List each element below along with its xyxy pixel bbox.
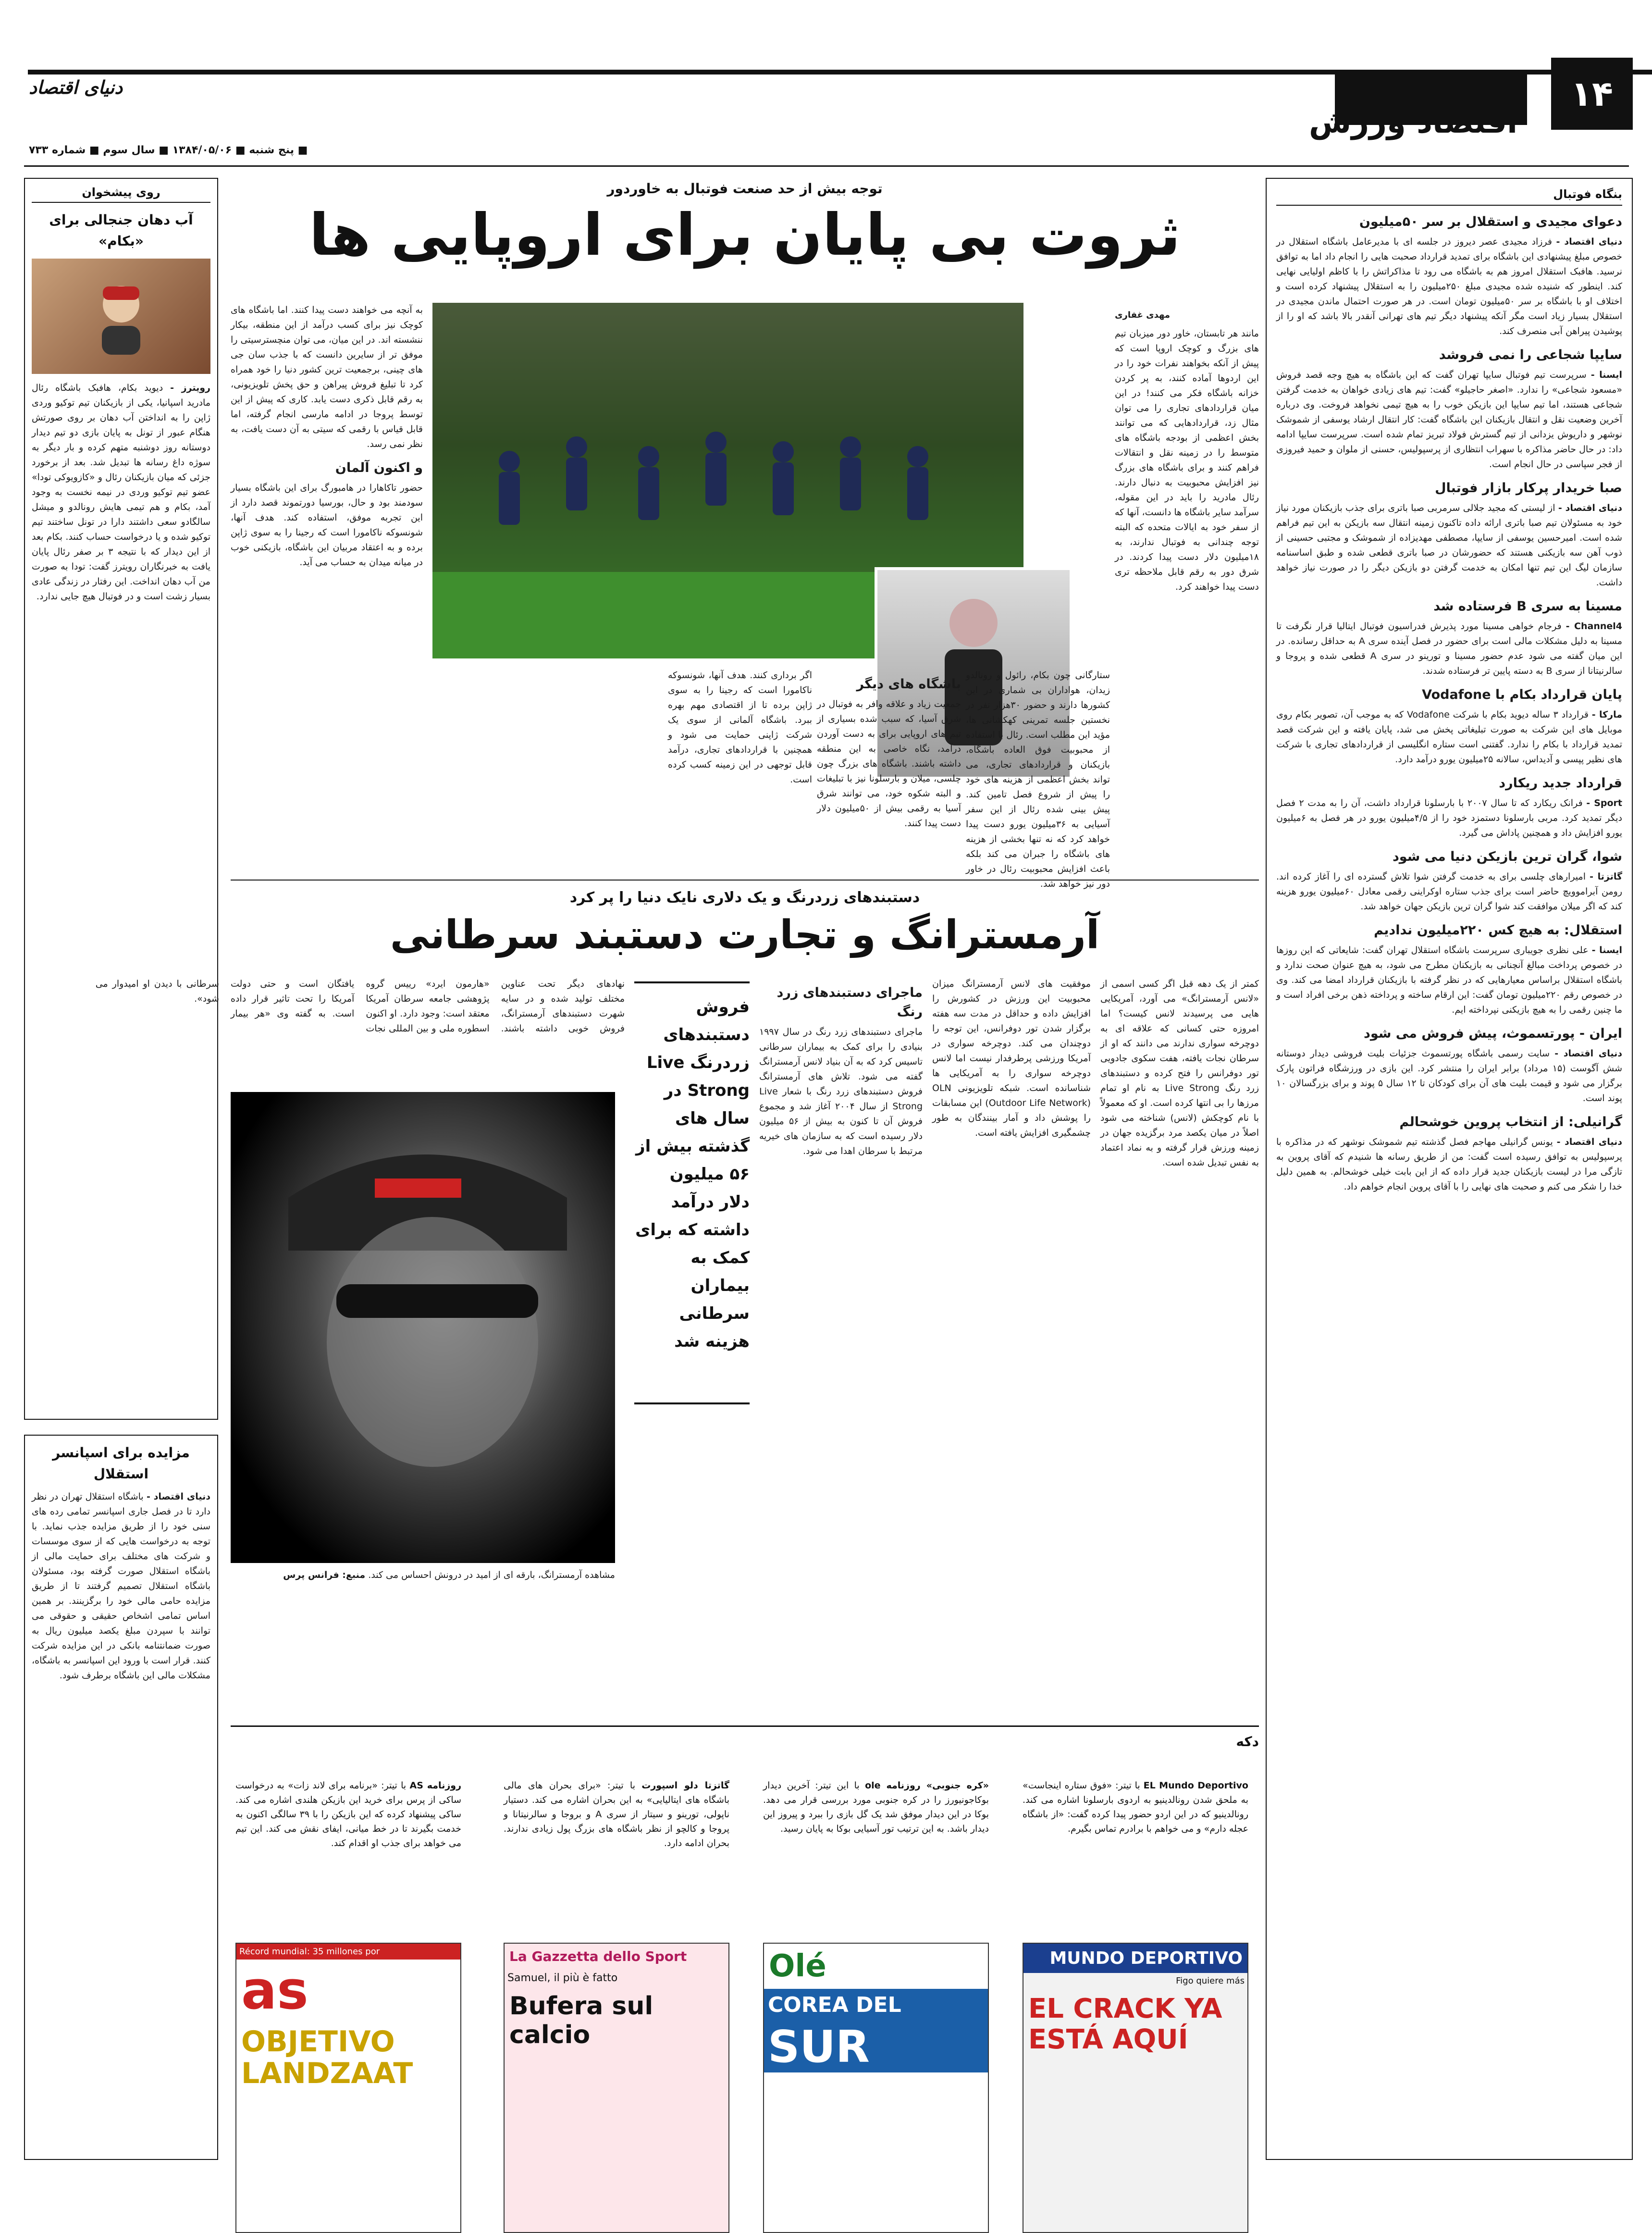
kiosk-caption: با تیتر: «برای بحران های مالی باشگاه های ایتالیایی» به این بحران اشاره می کند. دستیار ناپولی، تورینو و سیتار از سری A و بروجا و سالرنیتانا و پروجا و کالچو از نظر باشگاه های بزرگ پول زیادی ندارند. بحران ادامه دارد. <box>504 1780 730 1848</box>
second-col-2: موفقیت های لانس آرمسترانگ میزان محبوبیت این ورزش در کشورش را افزایش داده و حداقل در مدت سه هفته برگزار شدن تور دوفرانس، این توجه را دوچندان می کند. دوچرخه سواری در آمریکا ورزشی پرطرفدار نیست اما لانس دوچرخه سواری را به آمریکایی ها شناسانده است. شبکه تلویزیونی OLN (Outdoor Life Network) این مسابقات را پوشش داد و آمار بینندگان به طور چشمگیری افزایش یافته است. <box>932 979 1091 1138</box>
photo-caption <box>231 1568 615 1606</box>
kiosk-source: روزنامه AS <box>409 1780 462 1791</box>
byline: مهدی غفاری <box>1115 310 1171 320</box>
second-col-4: نهادهای دیگر تحت عناوین مختلف تولید شده و در سایه شهرت دستبندهای آرمسترانگ، فروش خوبی داشته باشند. «هارمون ایرد» رییس گروه پژوهشی جامعه سرطان آمریکا معتقد است: وجود دارد. او اکنون اسطوره ملی و بین المللی نجات یافتگان است و حتی دولت آمریکا را تحت تاثیر قرار داده است. به گفته وی «هر بیمار سرطانی با دیدن او امیدوار می شود». <box>95 979 625 1034</box>
paper-headline: OBJETIVO LANDZAAT <box>241 2025 413 2090</box>
kiosk-item-as <box>235 1778 461 2233</box>
kiosk-section <box>231 1725 1259 1749</box>
story-text: علی نظری جویباری سرپرست باشگاه استقلال تهران گفت: شایعاتی که این روزها در خصوص پرداخت مبالغ آنچنانی به بازیکنان مطرح می شود، به هیچ عنوان صحت ندارد و باشگاه استقلال براساس معیارهایی که در نظر گرفته با بازیکنان قرارداد امضا می کند. وی در خصوص رقم ۲۲۰میلیون تومان گفت: این ارقام ساخته و پرداخته ذهن برخی افراد است و ما چنین رقمی را به هیچ بازیکنی نپرداخته ایم. <box>1276 945 1622 1015</box>
paper-headline: Bufera sul calcio <box>509 1992 653 2049</box>
story-body <box>1276 235 1622 339</box>
paper-banner: COREA DEL <box>764 1989 988 2021</box>
kiosk-caption: با تیتر: «برنامه برای لاند زات» به درخواست ساکی از پرس برای خرید این بازیکن هلندی اشاره می کند. ساکی پیشنهاد کرده که این بازیکن را با ۳۹ سالگی اکنون به خدمت بگیرند تا در خط میانی، ایفای نقش می کند. این تیم می خواهد برای جذب او اقدام کند. <box>235 1780 461 1848</box>
top-rule <box>24 165 1629 167</box>
story-title: سایپا شجاعی را نمی فروشد <box>1439 347 1622 362</box>
caption-text: مشاهده آرمسترانگ، بارقه ای از امید در درونش احساس می کند. <box>368 1570 615 1580</box>
story-lead: گاتزتا - <box>1590 871 1623 882</box>
story-text: فرزاد مجیدی عصر دیروز در جلسه ای با مدیرعامل باشگاه استقلال در خصوص مبلغ پیشنهادی این باشگاه برای تمدید قرارداد صحبت هایی را انجام داد اما به توافق نرسید. هافبک استقلال امروز هم به باشگاه می رود تا مذاکراتش را با کاظم اولیایی نهایی کند. اینطور که شنیده شده مجیدی مبلغ ۲۵۰میلیون را به استقلال پیشنهاد کرده است و اختلاف او با باشگاه بر سر ۵۰میلیون تومان است. در هر صورت احتمال ماندن مجیدی در استقلال بسیار زیاد است مگر آنکه پیشنهاد دیگر تیم های تهرانی آنقدر بالا باشد که او را از پوشیدن پیراهن آبی منصرف کند. <box>1276 236 1622 336</box>
story-lead: مارکا - <box>1591 709 1622 720</box>
left-column-label: روی پیشخوان <box>32 186 210 203</box>
story-body <box>1276 1135 1622 1194</box>
story-body <box>1276 619 1622 679</box>
kiosk-caption: با تیتر: «فوق ستاره اینجاست» به ملحق شدن رونالدینیو به اردوی بارسلونا اشاره می کند. رونالدینیو که در این اردو حضور پیدا کرده گفت: «از باشگاه عجله دارم» و می خواهم با برادرم تماس بگیرم. <box>1023 1780 1248 1834</box>
subhead-other-clubs: باشگاه های دیگر <box>856 677 961 692</box>
page-header <box>0 0 1652 156</box>
story-title: ایران - پورتسموث، پیش فروش می شود <box>1364 1026 1622 1041</box>
story-body <box>1276 368 1622 472</box>
section-title: اقتصاد ورزش <box>1309 105 1517 140</box>
story-body <box>1276 943 1622 1017</box>
column-label: بنگاه فوتبال <box>1276 187 1622 206</box>
left-feature-box <box>24 178 218 1420</box>
second-col-3-text: ماجرای دستبندهای زرد رنگ در سال ۱۹۹۷ بنیادی را برای کمک به بیماران سرطانی تاسیس کرد که به آن بنیاد لانس آرمسترانگ گفته می شود. تلاش های آرمسترانگ فروش دستبندهای زرد رنگ با شعار Live Strong از سال ۲۰۰۴ آغاز شد و مجموع فروش آن تا کنون به بیش از ۵۶ میلیون دلار رسیده است که به سازمان های خیریه مرتبط با سرطان اهدا می شود. <box>759 1027 923 1156</box>
auction-body: باشگاه استقلال تهران در نظر دارد تا در فصل جاری اسپانسر تمامی رده های سنی خود را از طریق مزایده جذب نماید. با توجه به درخواست هایی که از سوی موسسات و شرکت های مختلف برای حمایت مالی از باشگاه استقلال صورت گرفته بود، مسئولان باشگاه استقلال تصمیم گرفتند تا از طریق مزایده حامی مالی خود را برگزینند. بر همین اساس تمامی اشخاص حقیقی و حقوقی می توانند با سپردن مبلغ یکصد میلیون ریال به صورت ضمانتنامه بانکی در این مزایده شرکت کنند. قرار است با ورود این اسپانسر به باشگاه، مشکلات مالی این باشگاه برطرف شود. <box>32 1491 210 1681</box>
main-col-5-text: به آنچه می خواهند دست پیدا کنند. اما باشگاه های کوچک نیز برای کسب درآمد از این منطقه، بیکار ننشسته اند. در این میان، می توان منچسترسیتی را موفق تر از سایرین دانست که با جذب سان جی های چینی، برجمعیت ترین کشور دنیا را خود همراه کرد تا تبلیغ فروش پیراهن و حق پخش تلویزیونی، به رقم قابل ذکری دست یابد. کاری که پیش از این توسط پروجا در ادامه مارسی انجام گرفته، اما قابل قیاس با رقمی که سیتی به آن دست یافت، به نظر نمی رسد. <box>231 305 423 449</box>
story-title: پایان قرارداد بکام با Vodafone <box>1422 687 1622 702</box>
main-col-1 <box>1115 308 1259 870</box>
story-lead: Sport - <box>1586 798 1622 808</box>
auction-title: مزایده برای اسپانسر استقلال <box>52 1445 190 1482</box>
paper-headline: SUR <box>764 2021 988 2072</box>
caption-source: منبع: فرانس پرس <box>283 1570 366 1580</box>
newspaper-logo: دنیای اقتصاد <box>29 77 123 98</box>
kiosk-caption: با این تیتر: آخرین دیدار بوکاجونیورز را در کره جنوبی مورد بررسی قرار می دهد. بوکا در این دیدار موفق شد یک گل بازی را ببرد و پیروز این دیدار باشد. به این ترتیب تور آسیایی بوکا به پایان رسید. <box>763 1780 989 1834</box>
person-icon <box>92 278 150 355</box>
main-col-2: ستارگانی چون بکام، رائول و رونالدو زیدان، هواداران بی شماری در این کشورها دارند و حضور ۳۰هزار نفر در نخستین جلسه تمرینی کهکشانی ها، مؤید این مطلب است. رئال با استفاده از محبوبیت فوق العاده باشگاه، بازیکنان و قراردادهای تجاری، می تواند بخش اعظمی از هزینه های خود را پیش از شروع فصل تامین کند. پیش بینی شده رئال از این سفر آسیایی به ۳۶میلیون یورو دست پیدا خواهد کرد که نه تنها بخشی از هزینه های باشگاه را جبران می کند بلکه باعث افزایش محبوبیت رئال در خاور دور نیز خواهد شد. <box>966 670 1110 889</box>
sponsor-auction-box <box>24 1435 218 2160</box>
story-title: قرارداد جدید ریکارد <box>1499 776 1622 791</box>
page-number: ۱۴ <box>1551 58 1633 130</box>
as-front-page <box>235 1943 461 2233</box>
header-rule <box>28 70 1652 74</box>
kiosk-item-gazzetta <box>504 1778 729 2233</box>
subhead-germany: و اکنون آلمان <box>335 460 423 475</box>
story-text: فرانک ریکارد که تا سال ۲۰۰۷ با بارسلونا قرارداد داشت، آن را به مدت ۲ فصل دیگر تمدید کرد. مربی بارسلونا دستمزد خود را از ۴/۵میلیون یورو در هر فصل به ۶میلیون یورو افزایش داد و همچنین پاداش می گیرد. <box>1276 798 1622 838</box>
paper-banner: Figo quiere más <box>1176 1976 1245 1986</box>
story-body <box>1276 501 1622 590</box>
story-text: سرپرست تیم فوتبال سایپا تهران گفت که این باشگاه به هیچ وجه قصد فروش «مسعود شجاعی» را ندارد. «اصغر حاجیلو» گفت: تیم های زیادی خواهان به خدمت گرفتن شجاعی هستند، اما تیم سایپا این بازیکن خوب را به هیچ تیمی نخواهد فروخت. وی درباره آخرین وضعیت نقل و انتقال بازیکنان این باشگاه گفت: کار انتقال ارشاد یوسفی از شموشک نوشهر و داریوش یزدانی از تیم گسترش فولاد تبریز تمام شده است. سرپرست سایپا ادامه داد: در حال حاضر مذاکره با سهراب انتظاری از پرسپولیس، حسنی از ملوان و حمید فیروزی از فجر سپاسی در حال انجام است. <box>1276 370 1622 470</box>
story-body <box>1276 796 1622 841</box>
paper-masthead: as <box>241 1960 308 2021</box>
gazzetta-front-page <box>504 1943 729 2233</box>
left-story-title: آب دهان جنجالی برای «بکام» <box>49 212 193 249</box>
second-headline: آرمسترانگ و تجارت دستبند سرطانی <box>390 912 1100 958</box>
main-story <box>231 178 1259 889</box>
paper-banner: Récord mundial: 35 millones por <box>236 1944 460 1960</box>
mundo-front-page <box>1023 1943 1248 2233</box>
second-col-3 <box>759 977 923 1601</box>
story-lead: ایسنا - <box>1590 370 1623 380</box>
paper-masthead: Olé <box>769 1948 826 1984</box>
story-title: دعوای مجیدی و استقلال بر سر ۵۰میلیون <box>1359 214 1622 229</box>
pullquote: فروش دستبندهای زردرنگ Live Strong در سال های گذشته بیش از ۵۶ میلیون دلار درآمد داشته که برای کمک به بیماران سرطانی هزینه شد <box>634 981 750 1404</box>
main-col-1-text: مانند هر تابستان، خاور دور میزبان تیم های بزرگ و کوچک اروپا است که پیش از آنکه بخواهند نفرات خود را در این اردوها آماده کنند، به پر کردن خزانه باشگاه فکر می کنند! در این میان قراردادهای تجاری را می توان مثال زد، قراردادهایی که می توانند بخش اعظمی از بودجه باشگاه های متوسط را در زمینه نقل و انتقالات فراهم کنند و برای باشگاه های بزرگ نیز افزایش محبوبیت به دنبال دارند. رئال مادرید را باید در این مقوله، سرآمد سایر باشگاه ها دانست، آنها که از سفر خود به ایالات متحده که البته توجه چندانی به فوتبال ندارند، به ۱۸میلیون دلار دست پیدا کردند. در شرق دور به رقم قابل ملاحظه تری دست پیدا خواهند کرد. <box>1115 328 1259 592</box>
kiosk-item-mundo <box>1023 1778 1248 2233</box>
story-text: امیرارهای چلسی برای به خدمت گرفتن شوا تلاش گسترده ای را آغاز کرده اند. رومن آبراموویچ حاضر است برای جذب ستاره اوکراینی رقمی معادل ۶۰میلیون یورو هزینه کند که اگر میلان موافقت کند شوا گران ترین بازیکن جهان خواهد شد. <box>1276 871 1623 912</box>
story-lead: دنیای اقتصاد - <box>1554 1048 1622 1059</box>
main-kicker: توجه بیش از حد صنعت فوتبال به خاوردور <box>607 181 883 197</box>
story-body <box>1276 707 1622 767</box>
story-body <box>1276 869 1622 914</box>
kiosk-label: دکه <box>1236 1734 1259 1749</box>
kiosk-source: «کره جنوبی» روزنامه ole <box>865 1780 989 1791</box>
story-lead: دنیای اقتصاد - <box>1556 1137 1622 1147</box>
story-title: استقلال: به هیچ کس ۲۲۰میلیون ندادیم <box>1374 923 1622 938</box>
story-lead: ایسنا - <box>1591 945 1622 955</box>
auction-lead: دنیای اقتصاد - <box>146 1491 210 1502</box>
beckham-thumbnail-photo <box>32 259 210 374</box>
main-col-3-text: جمعیت زیاد و علاقه وافر به فوتبال در شرق آسیا، که سبب شده بسیاری از تیم های اروپایی برای به دست آوردن درآمد، نگاه خاصی به این منطقه داشته باشند. باشگاه های بزرگ چون چلسی، میلان و بارسلونا نیز با تبلیغات و البته شکوه خود، می توانند شرق آسیا به رقمی بیش از ۵۰میلیون دلار دست پیدا کنند. <box>817 699 962 829</box>
story-text: یونس گرانیلی مهاجم فصل گذشته تیم شموشک نوشهر که در مذاکره با پرسپولیس به توافق رسیده است گفت: من از طریق رسانه ها شنیدم که آقای پروین به تازگی مرا در لیست بازیکنان جدید قرار داده که از این بابت خیلی خوشحالم. به همین دلیل خدا را شکر می کنم و صحبت های نهایی را با آقای پروین انجام خواهم داد. <box>1276 1137 1622 1192</box>
story-lead: دنیای اقتصاد - <box>1556 236 1622 247</box>
main-col-5b-text: حضور تاکاهارا در هامبورگ برای این باشگاه بسیار سودمند بود و حال، بورسیا دورتموند قصد دارد از این تجربه موفق، استفاده کند. هدف آنها، شونسوکه ناکامورا است که رجینا را به سوی ژاپن برده و به اعتقاد مربیان این باشگاه، بازیکنی خوب در میانه میدان به حساب می آید. <box>231 483 423 568</box>
paper-masthead: La Gazzetta dello Sport <box>509 1948 687 1964</box>
story-lead: Channel4 - <box>1566 621 1622 632</box>
story-title: گرانیلی: از انتخاب پروین خوشحالم <box>1399 1115 1622 1129</box>
story-text: سایت رسمی باشگاه پورتسموث جزئیات بلیت فروشی دیدار دوستانه شش آگوست (۱۵ مرداد) برابر ایران را منتشر کرد. این بازی در ورزشگاه فراتون پارک برگزار می شود و قیمت بلیت های آن برای کودکان تا ۱۲ سال ۵ پوند و برای بزرگسالان ۱۰ پوند است. <box>1276 1048 1622 1104</box>
main-col-3 <box>817 668 961 870</box>
story-text: فرجام خواهی مسینا مورد پذیرش فدراسیون فوتبال ایتالیا قرار نگرفت تا مسینا به دلیل مشکلات مالی است برای حضور در فصل آینده سری A به حداقل رسانده. در این میان گفته می شود عدم حضور مسینا و تورینو در سری A قطعی شده و پروجا و سالرنیتانا از سری B به دسته پایین تر فرستاده شدند. <box>1276 621 1622 676</box>
story-title: مسینا به سری B فرستاده شد <box>1433 599 1622 614</box>
left-lead: رویترز - <box>170 383 210 393</box>
main-col-4: اگر برداری کنند. هدف آنها، شونسوکه ناکامورا است که رجینا را به سوی ژاپن برده تا از اقتصادی مهم بهره ببرد. باشگاه آلمانی از سوی یک شرکت ژاپنی حمایت می شود و همچنین با قراردادهای تجاری، درآمد قابل توجهی در این زمینه کسب کرده است. <box>668 670 812 785</box>
kiosk-source: گاتزتا دلو اسپورت <box>641 1780 729 1791</box>
paper-headline: EL CRACK YA ESTÁ AQUÍ <box>1028 1993 1222 2055</box>
kiosk-source: EL Mundo Deportivo <box>1143 1780 1248 1791</box>
ole-front-page <box>763 1943 989 2233</box>
left-body: دیوید بکام، هافبک باشگاه رئال مادرید اسپانیا، یکی از بازیکنان تیم توکیو وردی ژاپن را به انداختن آب دهان بر روی صورتش هنگام عبور از تونل به پایان بازی دو تیم دیدار دوستانه روز دوشنبه متهم کرده و بار دیگر به سوژه داغ رسانه ها تبدیل شد. بعد از برخورد جزئی که میان بازیکنان رئال و «کازویوکی تودا» عضو تیم توکیو وردی در نیمه نخست به وجود آمد، بکام و هم تیمی هایش رونالدو و میشل سالگادو سعی داشتند دارا در تونل ساختند تیم توکیو شده و یا درخواست حساب کنند. بکام بعد از این دیدار که با نتیجه ۳ بر صفر رئال پایان یافت به خبرنگاران رویترز گفت: تودا به صورت من آب دهان انداخت. این رفتار در زندگی عادی بسیار زشت است و در فوتبال هیچ جایی ندارد. <box>32 383 210 602</box>
story-title: شوا، گران ترین بازیکن دنیا می شود <box>1392 849 1622 864</box>
kiosk-item-ole <box>763 1778 989 2233</box>
second-kicker: دستبندهای زردرنگ و یک دلاری نایک دنیا را پر کرد <box>569 889 920 906</box>
armstrong-portrait-photo <box>231 1092 615 1563</box>
paper-masthead: MUNDO DEPORTIVO <box>1023 1944 1247 1973</box>
second-col-1: کمتر از یک دهه قبل اگر کسی اسمی از «لانس آرمسترانگ» می آورد، آمریکایی هایی می پرسیدند لانس کیست؟ اما امروزه حتی کسانی که علاقه ای به دوچرخه سواری ندارند می دانند که او از سرطان نجات یافته، هفت سکوی جادویی تور دوفرانس را فتح کرده و دستبندهای زرد رنگ Live Strong به نام او تمام مرزها را بی انتها کرده است. او که معمولاً با نام کوچکش (لانس) شناخته می شود اصلاً در میان یکصد مرد برگزیده جهان در زمینه ورزش قرار گرفته و به نماد اعتماد به نفس تبدیل شده است. <box>1100 979 1259 1168</box>
date-line: ■ پنج شنبه ■ ۱۳۸۴/۰۵/۰۶ ■ سال سوم ■ شماره ۷۳۳ <box>29 144 308 156</box>
story-text: از لیستی که مجید جلالی سرمربی صبا باتری برای جذب بازیکنان مورد نیاز خود به مسئولان تیم صبا باتری ارائه داده تاکنون زمینه انتقال سه بازیکن به این تیم فراهم شده است. امیرحسین یوسفی از سایپا، مصطفی مهدیزاده از شموشک و مجتبی حسینی از ذوب آهن سه بازیکنی هستند که حضورشان در صبا باتری قطعی شده و طبق اساسنامه سازمان لیگ این تیم تنها امکان به خدمت گرفتن دو بازیکن دیگر را در صورت نیاز خواهد داشت. <box>1276 503 1622 588</box>
right-news-column <box>1266 178 1633 2160</box>
story-body <box>1276 1046 1622 1106</box>
main-headline: ثروت بی پایان برای اروپایی ها <box>309 202 1181 269</box>
paper-banner: Samuel, il più è fatto <box>507 1972 618 1984</box>
bracelet-subhead: ماجرای دستبندهای زرد رنگ <box>777 985 923 1019</box>
right-stories <box>1276 212 1622 1194</box>
story-text: قرارداد ۳ ساله دیوید بکام با شرکت Vodafone که به موجب آن، تصویر بکام روی موبایل های این شرکت به صورت تبلیغاتی پخش می شد، پایان یافته و این شرکت قصد تمدید قرارداد با بکام را ندارد. گفتنی است ستاره انگلیسی از قراردادهای تجاری با شرکت های نظیر پپسی و آدیداس، سالانه ۲۵میلیون یورو درآمد دارد. <box>1276 709 1622 765</box>
helmet-face-icon <box>231 1092 615 1563</box>
story-title: صبا خریدار پرکار بازار فوتبال <box>1435 481 1622 496</box>
main-col-5 <box>231 303 423 870</box>
story-lead: دنیای اقتصاد - <box>1558 503 1622 513</box>
